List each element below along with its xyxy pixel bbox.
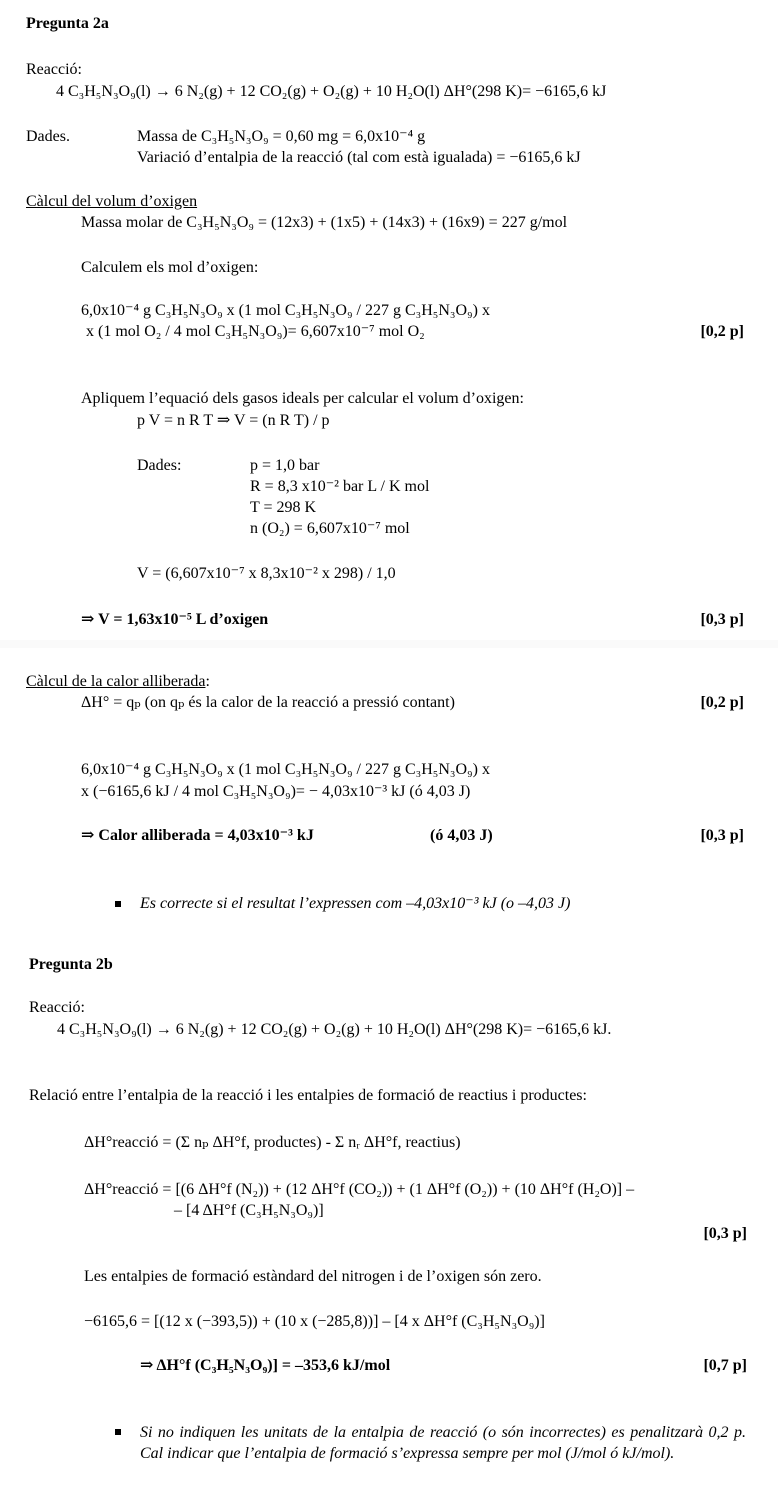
bullet-icon: [115, 901, 121, 907]
section-heat-colon: :: [205, 673, 210, 690]
data-label: Dades.: [26, 128, 70, 145]
calc-mol-line-1: 6,0x10⁻⁴ g C₃H₅N₃O₉ x (1 mol C₃H₅N₃O₉ / 227 g C₃H₅N₃O₉) x: [81, 302, 490, 319]
reaction-equation: 4 C₃H₅N₃O₉(l) → 6 N₂(g) + 12 CO₂(g) + O₂(g) + 10 H₂O(l) ΔH°(298 K)= −6165,6 kJ.: [57, 1021, 612, 1038]
data-temperature: T = 298 K: [250, 499, 317, 516]
units-penalty-note: Si no indiquen les unitats de la entalpia de reacció (o són incorrectes) es penalitzarà 0,2 p. Cal indicar que l’entalpia de formació s’expressa sempre per mol (J/mol ó kJ/mol).: [140, 1424, 746, 1462]
formation-calculation: −6165,6 = [(12 x (−393,5)) + (10 x (−285,8))] – [4 x ΔH°f (C₃H₅N₃O₉)]: [84, 1313, 545, 1330]
reaction-label: Reacció:: [26, 61, 82, 78]
section-oxygen-volume: Càlcul del volum d’oxigen: [26, 193, 198, 210]
points-badge: [0,2 p]: [700, 323, 744, 340]
data-mass: Massa de C₃H₅N₃O₉ = 0,60 mg = 6,0x10⁻⁴ g: [137, 128, 426, 145]
calc-mol-intro: Calculem els mol d’oxigen:: [81, 259, 259, 276]
data-label-2: Dades:: [137, 457, 182, 474]
data-pressure: p = 1,0 bar: [250, 457, 320, 474]
volume-result: ⇒ V = 1,63x10⁻⁵ L d’oxigen: [81, 611, 269, 628]
points-badge: [0,3 p]: [703, 1225, 747, 1242]
question-2b-title: Pregunta 2b: [29, 956, 113, 973]
enthalpy-specific-equation-1: ΔH°reacció = [(6 ΔH°f (N₂)) + (12 ΔH°f (CO₂)) + (1 ΔH°f (O₂)) + (10 ΔH°f (H₂O)] –: [84, 1181, 635, 1198]
section-heat-title: Càlcul de la calor alliberada: [26, 673, 206, 690]
bullet-icon: [115, 1429, 121, 1435]
ideal-gas-equation: p V = n R T ⇒ V = (n R T) / p: [137, 412, 330, 429]
page-divider: [0, 640, 778, 648]
data-gas-constant: R = 8,3 x10⁻² bar L / K mol: [250, 478, 430, 495]
enthalpy-heat-relation: ΔH° = qₚ (on qₚ és la calor de la reacció a pressió contant): [81, 694, 455, 711]
enthalpy-general-equation: ΔH°reacció = (Σ nₚ ΔH°f, productes) - Σ nᵣ ΔH°f, reactius): [84, 1134, 461, 1151]
heat-result: ⇒ Calor alliberada = 4,03x10⁻³ kJ: [81, 827, 314, 844]
data-enthalpy: Variació d’entalpia de la reacció (tal com està igualada) = −6165,6 kJ: [137, 149, 581, 166]
section-heat-released: [26, 672, 210, 692]
ideal-gas-intro: Apliquem l’equació dels gasos ideals per calcular el volum d’oxigen:: [81, 390, 524, 407]
calc-mol-line-2: x (1 mol O₂ / 4 mol C₃H₅N₃O₉)= 6,607x10⁻⁷ mol O₂: [86, 323, 425, 340]
reaction-label: Reacció:: [29, 999, 85, 1016]
heat-result-alt: (ó 4,03 J): [430, 827, 493, 844]
question-2a-title: Pregunta 2a: [26, 15, 109, 32]
data-moles: n (O₂) = 6,607x10⁻⁷ mol: [250, 520, 410, 537]
points-badge: [0,3 p]: [700, 827, 744, 844]
points-badge: [0,3 p]: [700, 611, 744, 628]
reaction-equation: 4 C₃H₅N₃O₉(l) → 6 N₂(g) + 12 CO₂(g) + O₂(g) + 10 H₂O(l) ΔH°(298 K)= −6165,6 kJ: [56, 83, 607, 100]
calc-heat-line-2: x (−6165,6 kJ / 4 mol C₃H₅N₃O₉)= − 4,03x10⁻³ kJ (ó 4,03 J): [81, 783, 471, 800]
points-badge: [0,2 p]: [700, 694, 744, 711]
zero-formation-note: Les entalpies de formació estàndard del nitrogen i de l’oxigen són zero.: [84, 1268, 542, 1285]
formation-result: ⇒ ΔH°f (C₃H₅N₃O₉)] = –353,6 kJ/mol: [140, 1357, 391, 1374]
volume-calculation: V = (6,607x10⁻⁷ x 8,3x10⁻² x 298) / 1,0: [137, 565, 396, 582]
calc-heat-line-1: 6,0x10⁻⁴ g C₃H₅N₃O₉ x (1 mol C₃H₅N₃O₉ / 227 g C₃H₅N₃O₉) x: [81, 761, 490, 778]
molar-mass: Massa molar de C₃H₅N₃O₉ = (12x3) + (1x5) + (14x3) + (16x9) = 227 g/mol: [81, 214, 568, 231]
points-badge: [0,7 p]: [703, 1357, 747, 1374]
grading-note: Es correcte si el resultat l’expressen com –4,03x10⁻³ kJ (o –4,03 J): [140, 895, 571, 912]
enthalpy-specific-equation-2: – [4 ΔH°f (C₃H₅N₃O₉)]: [174, 1202, 324, 1219]
enthalpy-relation-intro: Relació entre l’entalpia de la reacció i les entalpies de formació de reactius i productes:: [29, 1087, 587, 1104]
